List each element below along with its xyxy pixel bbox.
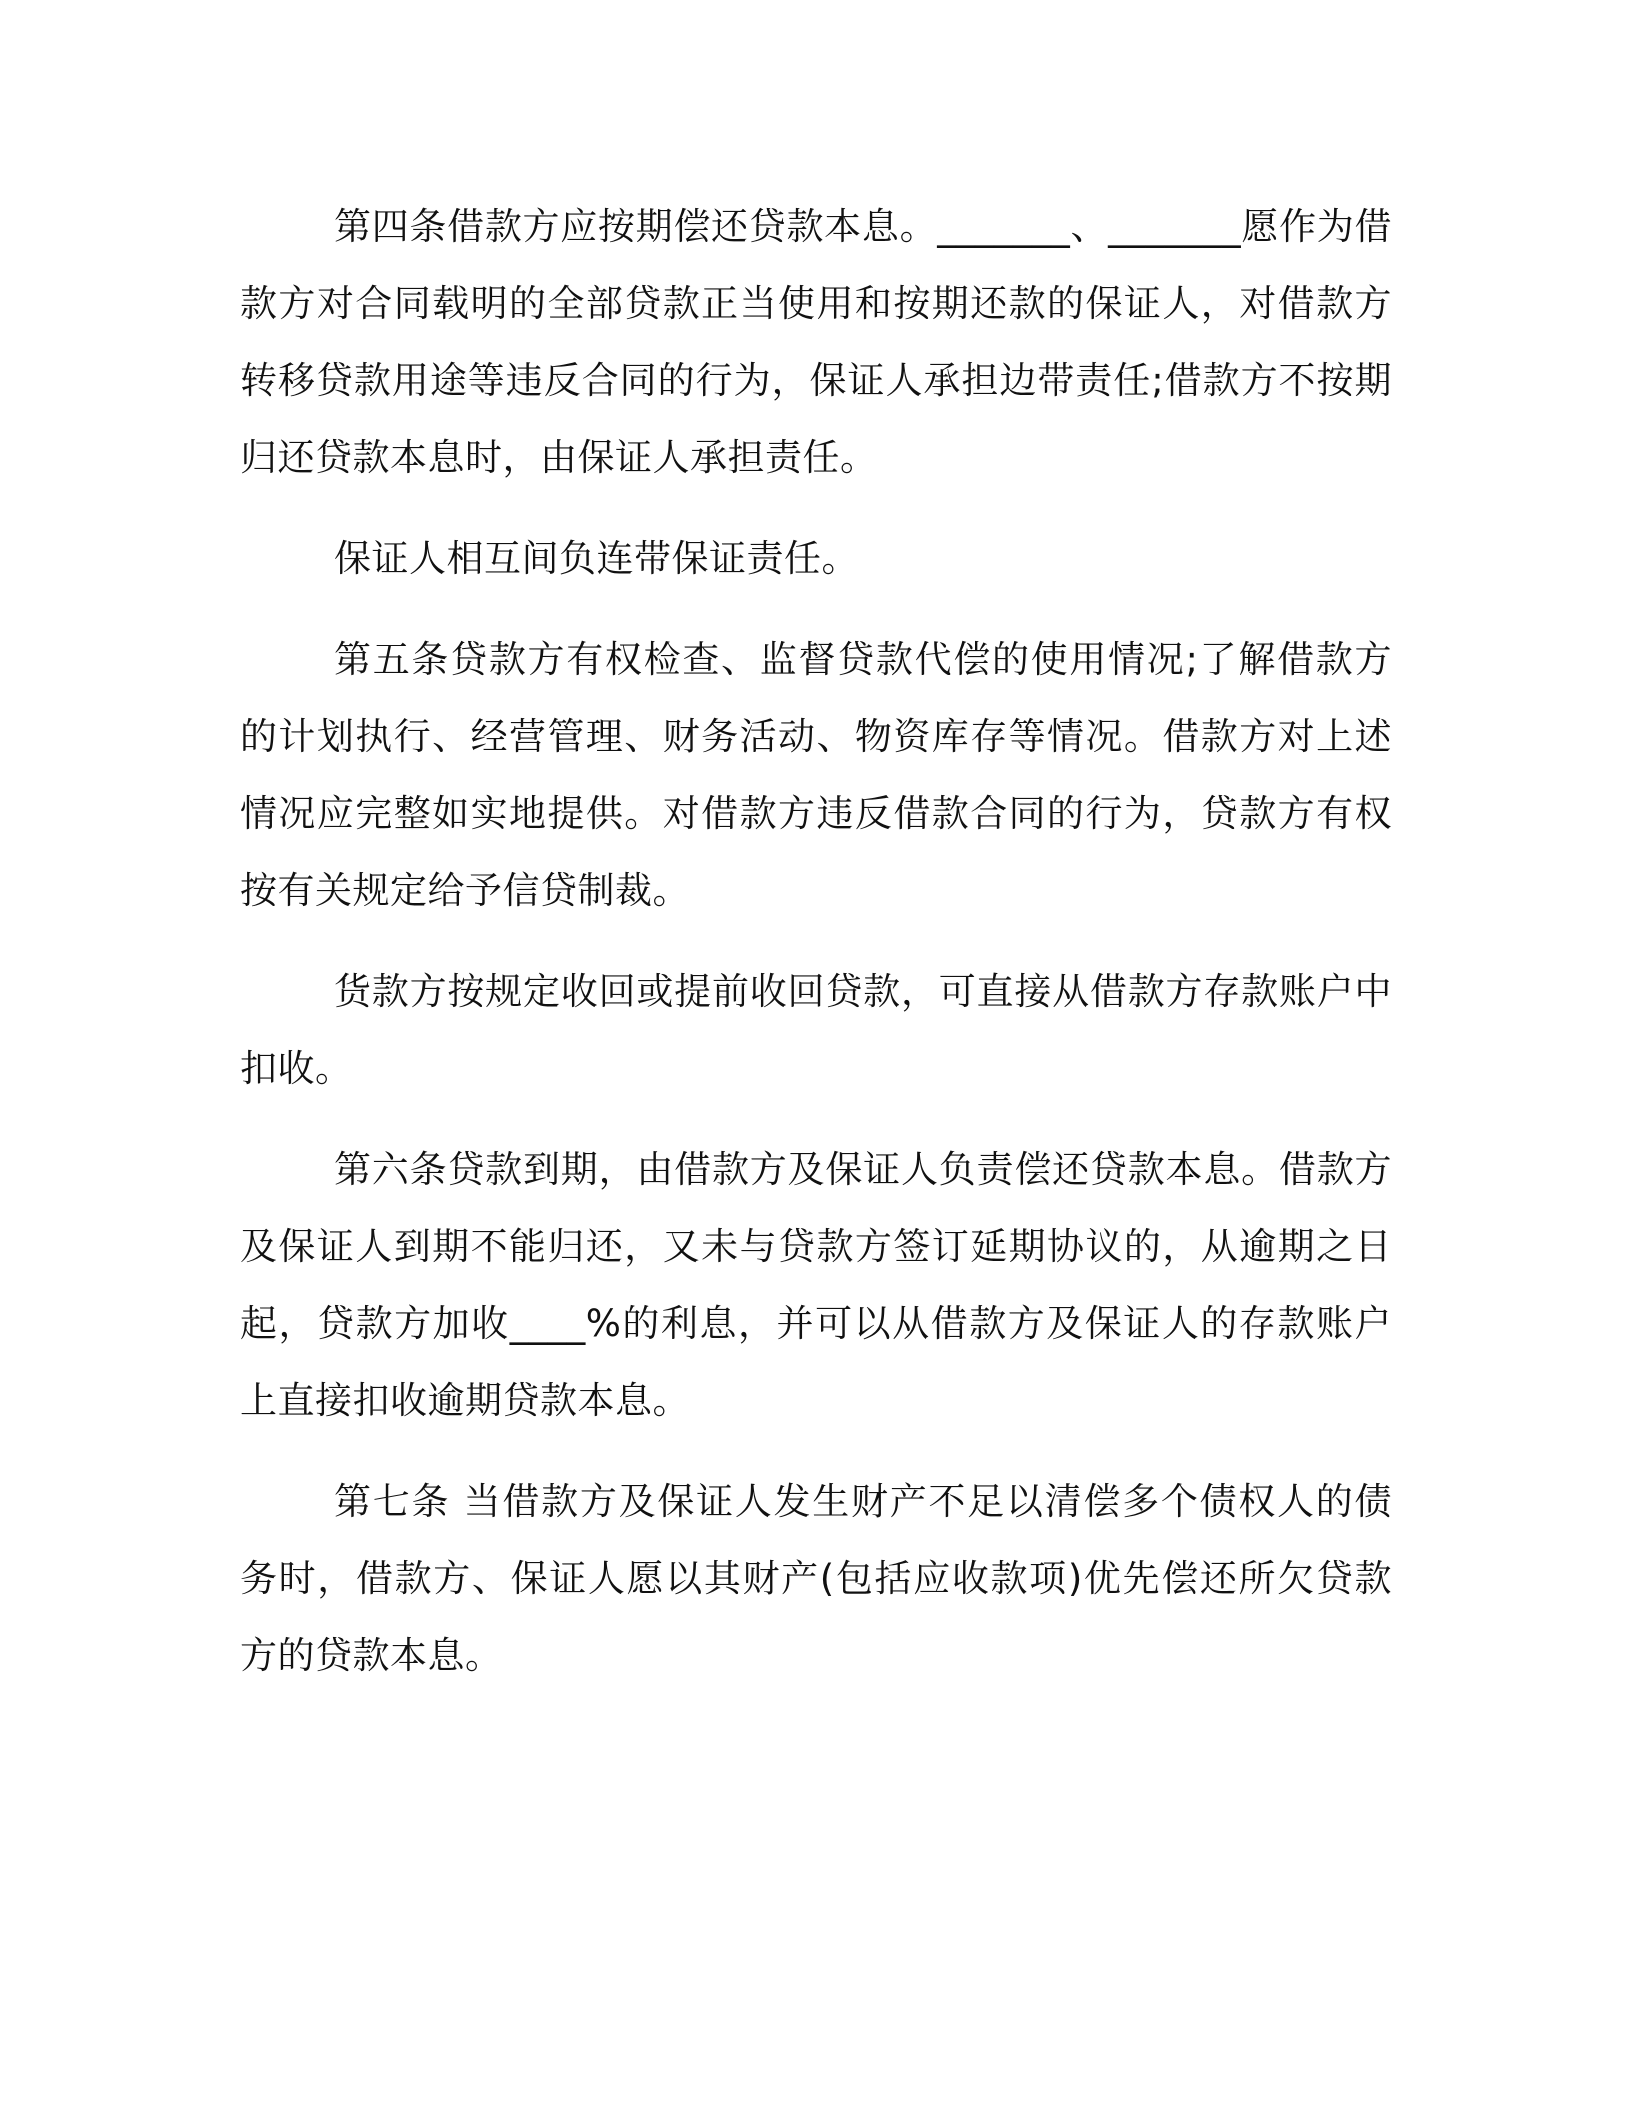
- paragraph-loan-recovery: 货款方按规定收回或提前收回贷款，可直接从借款方存款账户中扣收。: [240, 970, 1392, 1090]
- paragraph-guarantor-joint-liability: 保证人相互间负连带保证责任。: [334, 537, 859, 580]
- paragraph-article-4: 第四条借款方应按期偿还贷款本息。_______、_______愿作为借款方对合同载明的全部贷款正当使用和按期还款的保证人，对借款方转移贷款用途等违反合同的行为，保证人承担边带责任;借款方不按期归还贷款本息时，由保证人承担责任。: [240, 205, 1392, 479]
- paragraph-article-6: 第六条贷款到期，由借款方及保证人负责偿还贷款本息。借款方及保证人到期不能归还，又未与贷款方签订延期协议的，从逾期之日起，贷款方加收____%的利息，并可以从借款方及保证人的存款账户上直接扣收逾期贷款本息。: [240, 1148, 1392, 1422]
- paragraph-article-7: 第七条 当借款方及保证人发生财产不足以清偿多个债权人的债务时，借款方、保证人愿以其财产(包括应收款项)优先偿还所欠贷款方的贷款本息。: [240, 1480, 1392, 1677]
- paragraph-article-5: 第五条贷款方有权检查、监督贷款代偿的使用情况;了解借款方的计划执行、经营管理、财务活动、物资库存等情况。借款方对上述情况应完整如实地提供。对借款方违反借款合同的行为，贷款方有权按有关规定给予信贷制裁。: [240, 638, 1392, 912]
